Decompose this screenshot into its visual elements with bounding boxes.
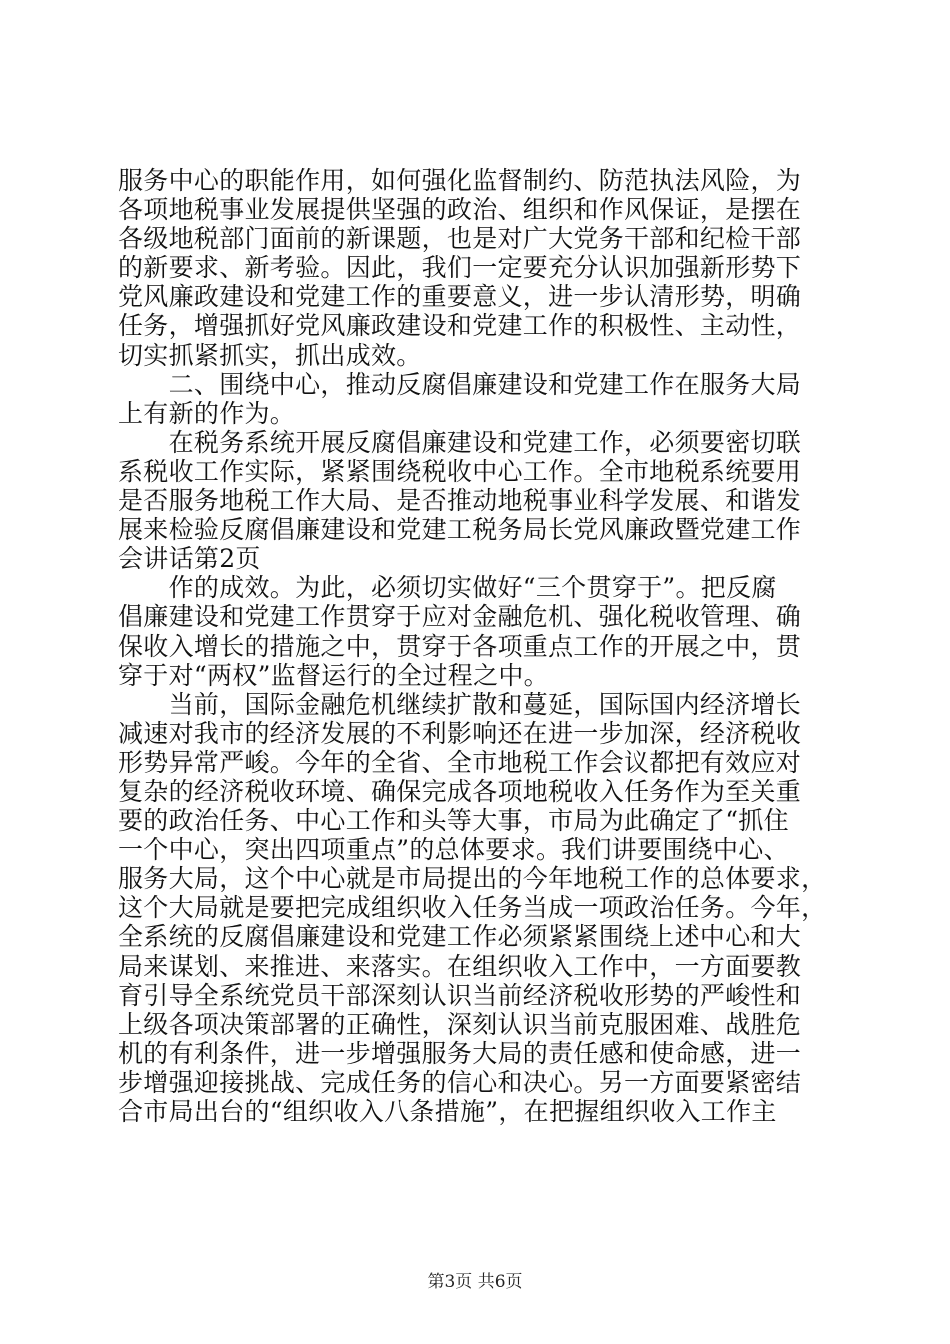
text-line: 服务中心的职能作用，如何强化监督制约、防范执法风险，为 [118, 166, 802, 195]
text-line: 育引导全系统党员干部深刻认识当前经济税收形势的严峻性和 [118, 980, 802, 1010]
text-line: 穿于对“两权”监督运行的全过程之中。 [118, 660, 549, 690]
text-line: 一个中心，突出四项重点”的总体要求。我们讲要围绕中心、 [118, 835, 789, 865]
text-line: 上有新的作为。 [118, 398, 296, 428]
text-line: 二、围绕中心，推动反腐倡廉建设和党建工作在服务大局 [118, 369, 802, 399]
text-line: 各级地税部门面前的新课题，也是对广大党务干部和纪检干部 [118, 224, 802, 254]
text-line: 切实抓紧抓实，抓出成效。 [118, 340, 422, 370]
text-line: 减速对我市的经济发展的不利影响还在进一步加深，经济税收 [118, 718, 802, 748]
text-line: 是否服务地税工作大局、是否推动地税事业科学发展、和谐发 [118, 486, 802, 516]
page-number-footer: 第3页 共6页 [427, 1272, 523, 1292]
text-line: 当前，国际金融危机继续扩散和蔓延，国际国内经济增长 [118, 689, 802, 719]
text-line: 形势异常严峻。今年的全省、全市地税工作会议都把有效应对 [118, 747, 802, 777]
text-line: 步增强迎接挑战、完成任务的信心和决心。另一方面要紧密结 [118, 1067, 802, 1097]
text-line: 局来谋划、来推进、来落实。在组织收入工作中，一方面要教 [118, 951, 802, 981]
text-line: 全系统的反腐倡廉建设和党建工作必须紧紧围绕上述中心和大 [118, 922, 802, 952]
body-text [118, 166, 830, 1126]
text-line: 各项地税事业发展提供坚强的政治、组织和作风保证，是摆在 [118, 195, 802, 225]
text-line: 复杂的经济税收环境、确保完成各项地税收入任务作为至关重 [118, 776, 802, 806]
text-line: 这个大局就是要把完成组织收入任务当成一项政治任务。今年， [118, 893, 827, 923]
text-line: 展来检验反腐倡廉建设和党建工税务局长党风廉政暨党建工作 [118, 515, 802, 545]
text-line: 上级各项决策部署的正确性，深刻认识当前克服困难、战胜危 [118, 1009, 802, 1039]
text-line: 的新要求、新考验。因此，我们一定要充分认识加强新形势下 [118, 253, 802, 283]
text-line: 服务大局，这个中心就是市局提出的今年地税工作的总体要求， [118, 864, 827, 894]
text-line: 在税务系统开展反腐倡廉建设和党建工作，必须要密切联 [118, 427, 802, 457]
text-line: 党风廉政建设和党建工作的重要意义，进一步认清形势，明确 [118, 282, 802, 312]
text-line: 任务，增强抓好党风廉政建设和党建工作的积极性、主动性， [118, 311, 802, 341]
text-line: 保收入增长的措施之中，贯穿于各项重点工作的开展之中，贯 [118, 631, 802, 661]
text-line: 要的政治任务、中心工作和头等大事，市局为此确定了“抓住 [118, 806, 789, 836]
text-line: 会讲话第2页 [118, 544, 261, 574]
text-line: 倡廉建设和党建工作贯穿于应对金融危机、强化税收管理、确 [118, 602, 802, 632]
text-line: 系税收工作实际，紧紧围绕税收中心工作。全市地税系统要用 [118, 456, 802, 486]
text-line: 作的成效。为此，必须切实做好“三个贯穿于”。把反腐 [118, 573, 777, 603]
text-line: 机的有利条件，进一步增强服务大局的责任感和使命感，进一 [118, 1038, 802, 1068]
text-line: 合市局出台的“组织收入八条措施”，在把握组织收入工作主 [118, 1097, 777, 1126]
